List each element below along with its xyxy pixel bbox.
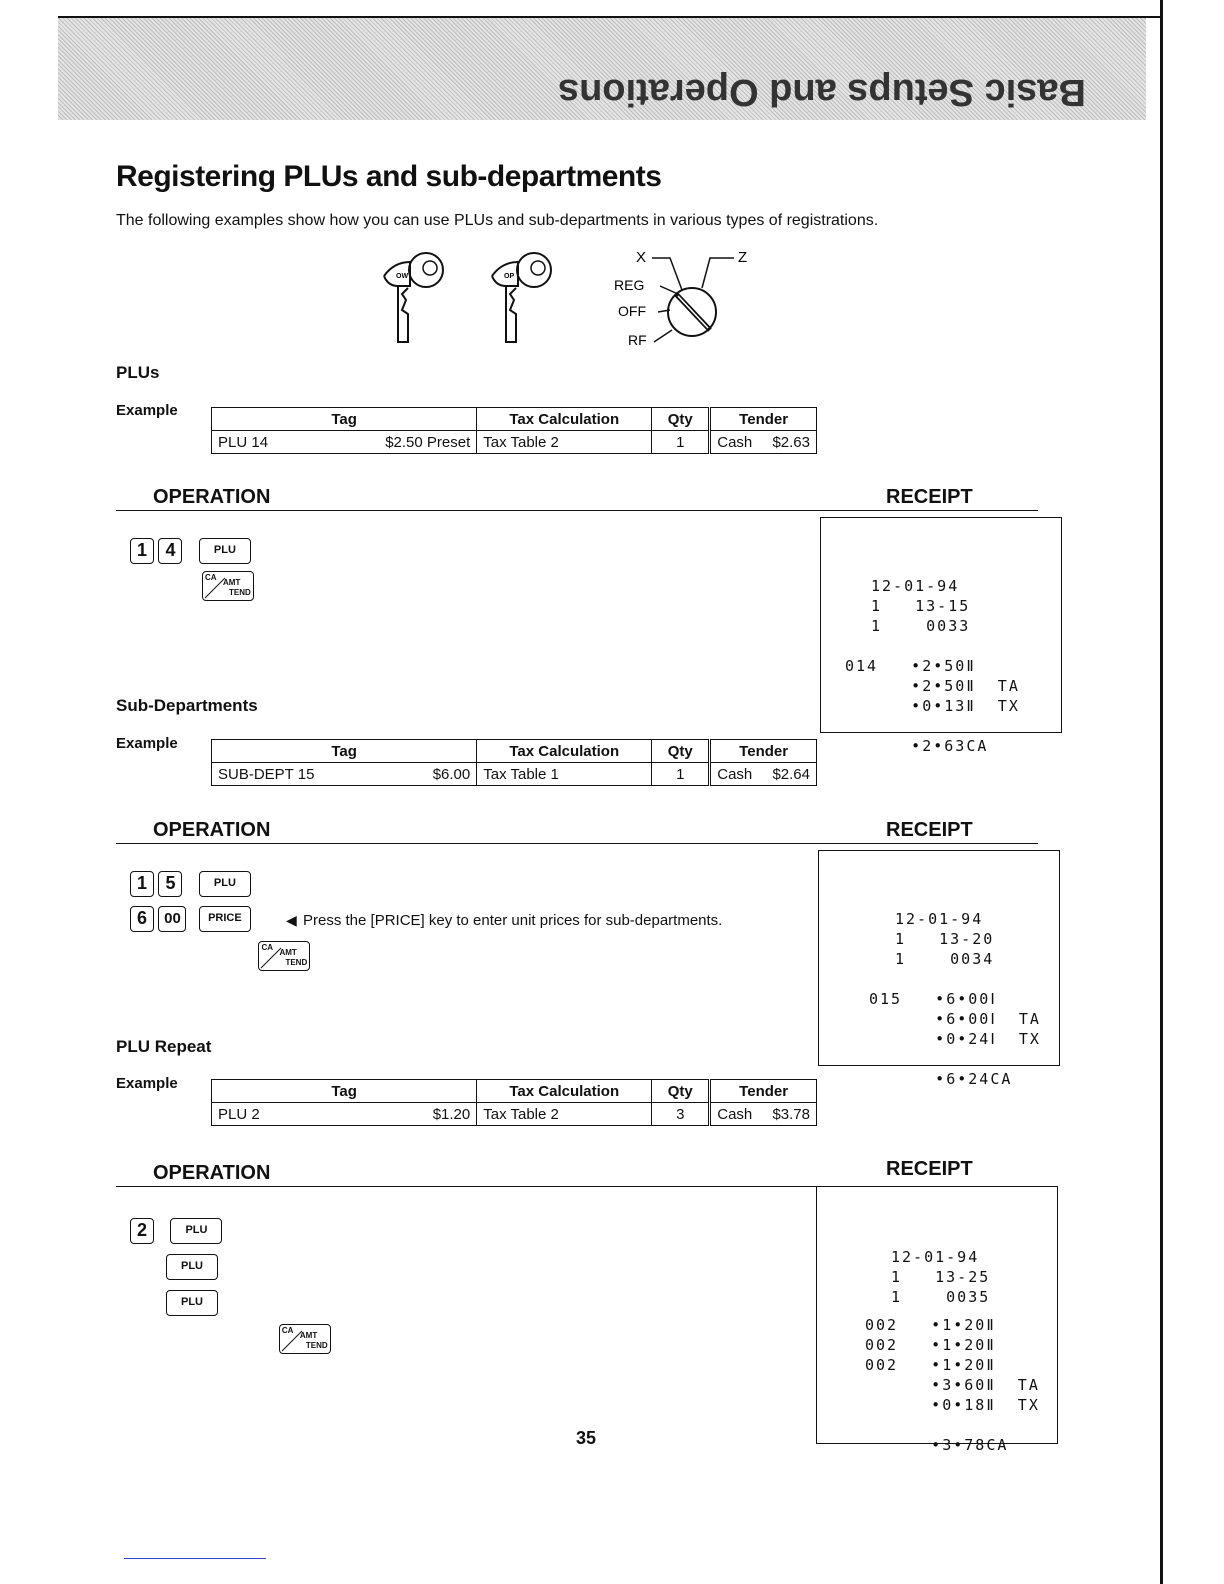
cell-tax: Tax Table 2 <box>477 1103 652 1126</box>
table-row <box>212 431 817 454</box>
amt-label: AMT <box>279 948 297 957</box>
key-plu: PLU <box>199 871 251 897</box>
intro-text: The following examples show how you can use PLUs and sub-departments in various types of registrations. <box>116 212 879 229</box>
cell-tender-amount: $2.64 <box>762 763 816 786</box>
col-tax: Tax Calculation <box>477 408 652 431</box>
operation-heading: OPERATION <box>153 1162 271 1184</box>
footer-link-underline <box>124 1558 266 1559</box>
cell-tender-type: Cash <box>710 431 763 454</box>
receipt-line: •2•63CA <box>845 737 989 755</box>
cell-tender-type: Cash <box>710 763 763 786</box>
receipt-line: 12-01-94 <box>871 577 960 595</box>
receipt-line: 1 13-20 <box>895 930 995 948</box>
cell-qty: 1 <box>652 431 710 454</box>
section-rule <box>116 843 1038 844</box>
receipt-heading: RECEIPT <box>886 1158 973 1180</box>
receipt-line: 1 0035 <box>891 1288 991 1306</box>
receipt-heading: RECEIPT <box>886 819 973 841</box>
mode-rf: RF <box>628 332 647 348</box>
receipt-line: 1 13-15 <box>871 597 971 615</box>
key-2: 2 <box>130 1218 154 1244</box>
tend-label: TEND <box>305 1341 328 1350</box>
op-key-icon <box>486 250 566 346</box>
cell-tag: PLU 2 <box>212 1103 350 1126</box>
receipt-line <box>895 969 1059 989</box>
receipt-line <box>871 716 1061 736</box>
table-row <box>212 1103 817 1126</box>
key-5: 5 <box>158 871 182 897</box>
key-sequence-subdept-1 <box>130 871 251 897</box>
receipt-line <box>891 1307 1057 1315</box>
mode-x: X <box>636 249 647 266</box>
col-qty: Qty <box>652 408 710 431</box>
receipt-line: 1 13-25 <box>891 1268 991 1286</box>
key-6: 6 <box>130 906 154 932</box>
receipt-line: •2•50Ⅱ TA <box>845 677 1020 695</box>
key-plu: PLU <box>170 1218 222 1244</box>
mode-reg: REG <box>614 277 645 293</box>
key-ca-amt-tend <box>279 1324 331 1354</box>
cell-tax: Tax Table 2 <box>477 431 652 454</box>
cell-price: $2.50 Preset <box>315 431 477 454</box>
key-ca-amt-tend <box>258 941 310 971</box>
col-qty: Qty <box>652 740 710 763</box>
cell-price: $6.00 <box>393 763 477 786</box>
example-label: Example <box>116 735 178 752</box>
cell-tax: Tax Table 1 <box>477 763 652 786</box>
price-note: Press the [PRICE] key to enter unit prices for sub-departments. <box>303 912 723 929</box>
amt-label: AMT <box>223 578 241 587</box>
tend-label: TEND <box>285 958 308 967</box>
section-label-plus: PLUs <box>116 363 160 382</box>
col-tag: Tag <box>212 740 477 763</box>
receipt-line: •0•13Ⅱ TX <box>845 697 1020 715</box>
cell-qty: 3 <box>652 1103 710 1126</box>
receipt-plu-repeat <box>816 1186 1058 1454</box>
cell-tag: PLU 14 <box>212 431 316 454</box>
receipt-line: •6•00Ⅰ TA <box>869 1010 1041 1028</box>
right-border <box>1160 0 1163 1584</box>
section-label-plu-repeat: PLU Repeat <box>116 1037 212 1056</box>
key-plu: PLU <box>166 1254 218 1280</box>
example-table-subdept <box>211 739 817 786</box>
example-label: Example <box>116 402 178 419</box>
receipt-line: •3•78CA <box>865 1436 1009 1454</box>
page-number: 35 <box>576 1428 597 1448</box>
receipt-line: 12-01-94 <box>895 910 984 928</box>
key-sequence-subdept-2 <box>130 906 251 932</box>
key-sequence-plus <box>130 538 251 564</box>
ca-label: CA <box>281 1326 294 1335</box>
section-rule <box>116 510 1038 511</box>
mode-z: Z <box>738 249 748 266</box>
ca-label: CA <box>261 943 274 952</box>
col-tag: Tag <box>212 1080 477 1103</box>
cell-tag: SUB-DEPT 15 <box>212 763 394 786</box>
key-00: 00 <box>158 906 186 932</box>
receipt-line: •0•18Ⅱ TX <box>865 1396 1040 1414</box>
key-1: 1 <box>130 871 154 897</box>
page-title: Registering PLUs and sub-departments <box>116 160 662 193</box>
key-plu: PLU <box>199 538 251 564</box>
col-tender: Tender <box>710 408 817 431</box>
op-key-label: OP <box>504 273 515 280</box>
mode-off: OFF <box>618 303 646 319</box>
key-4: 4 <box>158 538 182 564</box>
ca-label: CA <box>205 573 217 582</box>
key-plu: PLU <box>166 1290 218 1316</box>
operation-heading: OPERATION <box>153 819 271 841</box>
receipt-line: 015 •6•00Ⅰ <box>869 990 997 1008</box>
tend-label: TEND <box>229 588 251 597</box>
receipt-line: •6•24CA <box>869 1070 1013 1088</box>
receipt-line <box>871 636 1061 656</box>
mode-switch-icon <box>612 244 762 352</box>
col-tag: Tag <box>212 408 477 431</box>
ow-key-label: OW <box>396 273 409 280</box>
ow-key-icon <box>378 250 458 346</box>
cell-price: $1.20 <box>349 1103 476 1126</box>
example-label: Example <box>116 1075 178 1092</box>
key-price: PRICE <box>199 906 251 932</box>
receipt-line <box>895 1049 1059 1069</box>
col-tender: Tender <box>710 1080 817 1103</box>
cell-tender-amount: $2.63 <box>762 431 816 454</box>
receipt-heading: RECEIPT <box>886 486 973 508</box>
receipt-plus <box>820 517 1062 755</box>
arrow-left-icon: ◀ <box>286 912 297 928</box>
receipt-line: •0•24Ⅰ TX <box>869 1030 1041 1048</box>
receipt-line: 1 0034 <box>895 950 995 968</box>
table-row <box>212 763 817 786</box>
col-tax: Tax Calculation <box>477 1080 652 1103</box>
receipt-line: 002 •1•20Ⅱ <box>865 1336 996 1354</box>
cell-tender-type: Cash <box>710 1103 763 1126</box>
section-label-subdept: Sub-Departments <box>116 696 258 715</box>
key-sequence-repeat-1 <box>130 1218 222 1244</box>
key-1: 1 <box>130 538 154 564</box>
col-tender: Tender <box>710 740 817 763</box>
col-tax: Tax Calculation <box>477 740 652 763</box>
receipt-line: 1 0033 <box>871 617 971 635</box>
cell-qty: 1 <box>652 763 710 786</box>
banner-title: Basic Setups and Operations <box>558 71 1086 113</box>
cell-tender-amount: $3.78 <box>762 1103 816 1126</box>
receipt-line: •3•60Ⅱ TA <box>865 1376 1040 1394</box>
col-qty: Qty <box>652 1080 710 1103</box>
header-banner <box>58 18 1146 120</box>
receipt-line: 002 •1•20Ⅱ <box>865 1316 996 1334</box>
key-ca-amt-tend <box>202 571 254 601</box>
receipt-line: 014 •2•50Ⅱ <box>845 657 976 675</box>
receipt-subdept <box>818 850 1060 1088</box>
receipt-line: 002 •1•20Ⅱ <box>865 1356 996 1374</box>
example-table-plu-repeat <box>211 1079 817 1126</box>
amt-label: AMT <box>299 1331 318 1340</box>
operation-heading: OPERATION <box>153 486 271 508</box>
receipt-line: 12-01-94 <box>891 1248 980 1266</box>
example-table-plus <box>211 407 817 454</box>
receipt-line <box>891 1415 1057 1435</box>
